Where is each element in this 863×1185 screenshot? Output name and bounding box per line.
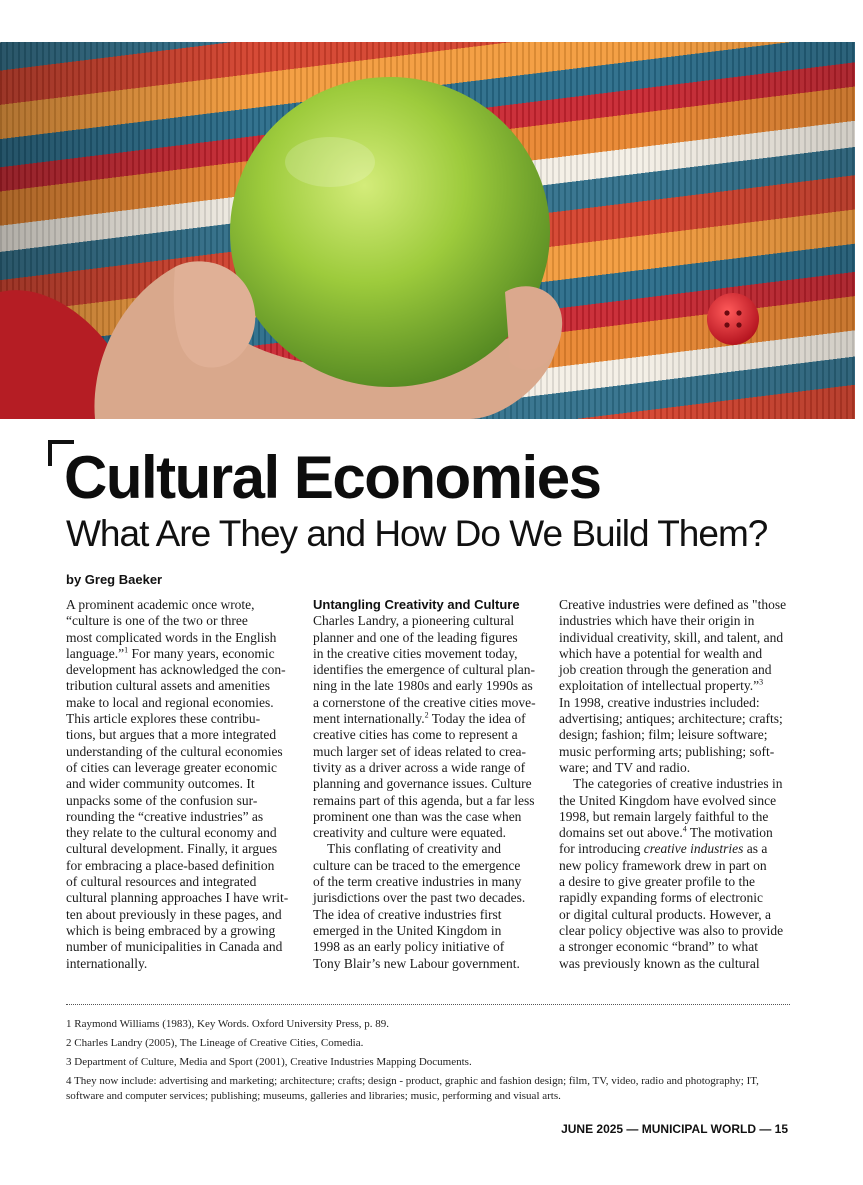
body-line: a stronger economic “brand” to what [559, 939, 759, 955]
body-line: exploitation of intellectual property.”$^3$ [559, 677, 764, 694]
article-column-2 [313, 597, 545, 972]
body-line: culture can be traced to the emergence [313, 857, 521, 873]
body-line: A prominent academic once wrote, [66, 597, 255, 612]
body-line: individual creativity, skill, and talent, and [559, 629, 784, 645]
body-line: understanding of the cultural economies [66, 743, 283, 759]
body-line: or digital cultural products. However, a [559, 906, 772, 922]
body-line: Charles Landry, a pioneering cultural [313, 613, 515, 629]
body-line: The categories of creative industries in [573, 776, 783, 792]
body-line: music performing arts; publishing; soft- [559, 743, 775, 759]
hero-illustration [0, 42, 855, 419]
body-line: and wider community outcomes. It [66, 776, 255, 792]
body-line: 1998, but remain largely faithful to the [559, 808, 769, 824]
body-line: cultural development. Finally, it argues [66, 841, 278, 857]
footnote-divider [66, 1004, 790, 1005]
body-line: rapidly expanding forms of electronic [559, 890, 763, 906]
body-line: ware; and TV and radio. [559, 759, 691, 775]
italic-term: creative industries [643, 841, 744, 857]
body-line: emerged in the United Kingdom in [313, 922, 502, 938]
footnote-ref: 2 [424, 710, 429, 720]
body-line: prominent one than was the case when [313, 808, 522, 824]
body-line: of cities can leverage greater economic [66, 759, 278, 775]
body-line: for introducing creative industries as a [559, 841, 768, 857]
body-line: which is being embraced by a growing [66, 922, 276, 938]
body-line: remains part of this agenda, but a far less [313, 792, 535, 808]
body-line: most complicated words in the English [66, 629, 277, 645]
body-line: job creation through the generation and [559, 662, 772, 678]
body-line: identifies the emergence of cultural plan- [313, 662, 536, 678]
body-line: advertising; antiques; architecture; crafts; [559, 711, 783, 727]
body-line: planner and one of the leading figures [313, 629, 518, 645]
body-line: of the term creative industries in many [313, 874, 522, 890]
body-line: In 1998, creative industries included: [559, 694, 760, 710]
byline: by Greg Baeker [66, 572, 163, 587]
green-apple [230, 77, 550, 387]
article-column-3 [559, 597, 791, 972]
body-line: unpacks some of the confusion sur- [66, 792, 258, 808]
body-line: rounding the “creative industries” as [66, 808, 264, 824]
fingers [505, 286, 562, 370]
body-line: for embracing a place-based definition [66, 857, 275, 873]
body-line: domains set out above.$^4$ The motivation [559, 824, 773, 841]
footnote-ref: 1 [124, 645, 129, 655]
body-line: language.”$^1$ For many years, economic [66, 645, 275, 661]
body-line: they relate to the cultural economy and [66, 825, 277, 841]
footnote-ref: 4 [682, 824, 687, 834]
apple-highlight [285, 137, 375, 187]
body-line: the United Kingdom have evolved since [559, 792, 777, 808]
body-line: internationally. [66, 955, 148, 971]
body-line: which have a potential for wealth and [559, 645, 763, 661]
body-line: in the creative cities movement today, [313, 645, 518, 661]
body-line: cultural planning approaches I have writ- [66, 890, 289, 906]
body-line: was previously known as the cultural [559, 955, 760, 971]
footnote-ref: 3 [759, 677, 764, 687]
body-line: The idea of creative industries first [313, 906, 502, 922]
article-title: Cultural Economies [64, 444, 601, 511]
body-line: “culture is one of the two or three [66, 613, 248, 629]
sweater-button [707, 293, 759, 345]
body-line: jurisdictions over the past two decades. [313, 890, 526, 906]
body-line: This article explores these contribu- [66, 711, 261, 727]
footnote: 1 Raymond Williams (1983), Key Words. Oxford University Press, p. 89. [66, 1018, 390, 1030]
body-line: a desire to give greater profile to the [559, 874, 756, 890]
body-line: Creative industries were defined as "those [559, 597, 787, 612]
section-heading: Untangling Creativity and Culture [313, 597, 520, 612]
body-line: tivity as a driver across a wide range of [313, 759, 526, 775]
body-line: industries which have their origin in [559, 613, 755, 629]
footnote: 4 They now include: advertising and marketing; architecture; crafts; design - product, graphic and fashion design; film, TV, video, radio and photography; IT, software and computer services; publishing; museums, galleries and libraries; music, performing and visual arts. [66, 1075, 759, 1102]
footnote: 2 Charles Landry (2005), The Lineage of Creative Cities, Comedia. [66, 1037, 364, 1049]
body-line: new policy framework drew in part on [559, 857, 767, 873]
page-folio: JUNE 2025 — MUNICIPAL WORLD — 15 [561, 1122, 788, 1136]
body-line: much larger set of ideas related to crea- [313, 743, 527, 759]
body-line: ten about previously in these pages, and [66, 906, 282, 922]
body-line: clear policy objective was also to provide [559, 922, 784, 938]
body-line: tions, but argues that a more integrated [66, 727, 277, 743]
body-line: ning in the late 1980s and early 1990s as [313, 678, 533, 694]
body-line: number of municipalities in Canada and [66, 939, 283, 955]
body-line: 1998 as an early policy initiative of [313, 939, 505, 955]
body-line: creativity and culture were equated. [313, 825, 507, 841]
body-line: Tony Blair’s new Labour government. [313, 955, 520, 971]
body-line: tribution cultural assets and amenities [66, 678, 270, 694]
body-line: development has acknowledged the con- [66, 662, 286, 678]
body-line: This conflating of creativity and [327, 841, 501, 857]
body-line: design; fashion; film; leisure software; [559, 727, 768, 743]
footnote: 3 Department of Culture, Media and Sport (2001), Creative Industries Mapping Documents. [66, 1056, 472, 1068]
body-line: make to local and regional economies. [66, 694, 274, 710]
body-line: ment internationally.$^2$ Today the idea of [313, 710, 526, 727]
body-line: planning and governance issues. Culture [313, 776, 532, 792]
hero-image [0, 42, 855, 419]
article-column-1 [66, 597, 298, 972]
body-line: a cornerstone of the creative cities move- [313, 694, 536, 710]
body-line: creative cities has come to represent a [313, 727, 518, 743]
article-subtitle: What Are They and How Do We Build Them? [66, 513, 768, 554]
body-line: of cultural resources and integrated [66, 874, 257, 890]
